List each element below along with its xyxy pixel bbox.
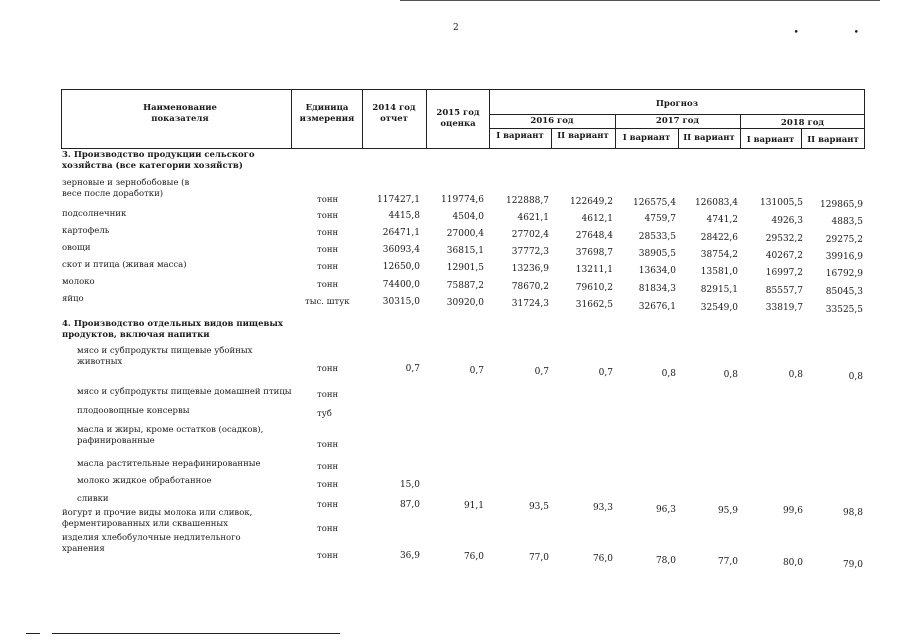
row-label: масла и жиры, кроме остатков (осадков), рафинированные [77,425,264,446]
header-2017: 2017 год [655,116,700,126]
cell-2014: 26471,1 [382,228,420,238]
cell-2018-v2: 79,0 [842,560,863,570]
row-unit: тыс. штук [305,297,350,307]
cell-2018-v1: 40267,2 [765,251,803,261]
row-label: картофель [62,226,110,236]
cell-2018-v2: 4883,5 [831,217,863,227]
header-unit: Единица измерения [299,103,355,124]
cell-2017-v2: 28422,6 [700,233,738,243]
cell-2015: 75887,2 [446,281,484,291]
cell-2018-v1: 4926,3 [771,216,803,226]
cell-2015: 27000,4 [446,229,484,239]
cell-2015: 4504,0 [452,212,484,222]
cell-2016-v1: 78670,2 [511,282,549,292]
cell-2014: 12650,0 [382,262,420,272]
cell-2018-v1: 0,8 [788,370,803,380]
cell-2018-v2: 39916,9 [825,252,863,262]
header-name: Наименование показателя [143,103,217,124]
row-unit: тонн [317,440,339,450]
cell-2018-v1: 99,6 [782,506,803,516]
cell-2018-v1: 16997,2 [765,268,803,278]
cell-2016-v2: 37698,7 [575,248,613,258]
header-2017-v2: II вариант [683,133,735,143]
row-label: масла растительные нерафинированные [77,459,261,469]
cell-2016-v1: 4621,1 [517,213,549,223]
section-4-title: 4. Производство отдельных видов пищевых продуктов, включая напитки [62,319,283,340]
cell-2014: 4415,8 [388,211,420,221]
cell-2018-v2: 98,8 [842,508,863,518]
scan-specks: • • [793,28,885,38]
cell-2014: 36093,4 [382,245,420,255]
row-label: молоко жидкое обработанное [77,476,212,486]
cell-2016-v2: 122649,2 [570,197,613,207]
header-2018-v2: II вариант [807,135,859,145]
row-unit: туб [317,409,332,419]
cell-2016-v2: 76,0 [592,554,613,564]
cell-2014: 30315,0 [382,297,420,307]
section-3-title: 3. Производство продукции сельского хозяйства (все категории хозяйств) [62,150,255,171]
cell-2018-v2: 16792,9 [825,269,863,279]
cell-2014: 0,7 [405,364,420,374]
cell-2016-v1: 13236,9 [511,264,549,274]
row-label: молоко [62,277,95,287]
header-2016: 2016 год [530,116,574,126]
cell-2016-v2: 79610,2 [575,283,613,293]
cell-2016-v1: 31724,3 [511,299,549,309]
row-unit: тонн [317,228,339,238]
cell-2015: 0,7 [469,366,484,376]
cell-2018-v2: 33525,5 [825,305,863,315]
cell-2017-v1: 96,3 [655,505,676,515]
cell-2015: 36815,1 [446,246,484,256]
cell-2015: 12901,5 [446,263,484,273]
cell-2016-v2: 0,7 [598,368,613,378]
header-2018-v1: I вариант [746,135,795,145]
cell-2017-v1: 28533,5 [638,232,676,242]
cell-2016-v1: 37772,3 [511,247,549,257]
cell-2018-v2: 85045,3 [825,287,863,297]
cell-2017-v2: 126083,4 [695,198,738,208]
row-label: овощи [62,243,91,253]
cell-2014: 117427,1 [377,195,420,205]
cell-2016-v1: 93,5 [528,502,549,512]
header-2014: 2014 год отчет [372,103,416,124]
cell-2017-v1: 81834,3 [638,284,676,294]
cell-2017-v1: 32676,1 [638,302,676,312]
cell-2015: 30920,0 [446,298,484,308]
cell-2017-v2: 77,0 [717,557,738,567]
cell-2018-v1: 85557,7 [765,286,803,296]
page-number: 2 [453,23,459,33]
cell-2014: 87,0 [399,500,420,510]
cell-2018-v1: 131005,5 [760,198,803,208]
cell-2016-v1: 0,7 [534,367,549,377]
row-label: мясо и субпродукты пищевые убойных животных [77,346,253,367]
cell-2017-v1: 126575,4 [633,198,676,208]
header-2018: 2018 год [780,118,825,128]
row-unit: тонн [317,524,339,534]
cell-2016-v2: 27648,4 [575,231,613,241]
cell-2016-v1: 122888,7 [506,196,549,206]
row-label: мясо и субпродукты пищевые домашней птицы [77,387,292,397]
cell-2017-v2: 0,8 [723,370,738,380]
footnote-line [52,633,340,634]
cell-2017-v2: 4741,2 [706,215,738,225]
row-unit: тонн [317,390,339,400]
row-unit: тонн [317,480,339,490]
cell-2018-v2: 0,8 [848,372,863,382]
row-label: сливки [77,494,109,504]
cell-2016-v2: 4612,1 [581,214,613,224]
row-unit: тонн [317,364,339,374]
cell-2018-v1: 29532,2 [765,234,803,244]
row-label: зерновые и зернобобовые (в весе после доработки) [62,178,190,199]
cell-2017-v1: 13634,0 [638,266,676,276]
cell-2016-v1: 77,0 [528,553,549,563]
row-unit: тонн [317,245,339,255]
header-2015: 2015 год оценка [436,108,480,129]
cell-2014: 36,9 [399,551,420,561]
cell-2016-v2: 31662,5 [575,300,613,310]
header-2016-v1: I вариант [496,131,544,141]
top-edge-line [400,0,880,1]
row-unit: тонн [317,262,339,272]
cell-2018-v2: 129865,9 [820,200,863,210]
row-unit: тонн [317,280,339,290]
row-unit: тонн [317,500,339,510]
cell-2017-v1: 0,8 [661,369,676,379]
cell-2018-v1: 33819,7 [765,303,803,313]
cell-2015: 119774,6 [441,195,484,205]
row-unit: тонн [317,211,339,221]
row-label: яйцо [62,294,84,304]
row-label: йогурт и прочие виды молока или сливок, ферментированных или сквашенных [62,508,253,529]
cell-2017-v1: 38905,5 [638,249,676,259]
footnote-dash [26,633,40,634]
cell-2015: 76,0 [463,552,484,562]
cell-2017-v2: 38754,2 [700,250,738,260]
cell-2017-v1: 4759,7 [644,214,676,224]
cell-2014: 74400,0 [382,280,420,290]
cell-2018-v1: 80,0 [782,558,803,568]
cell-2018-v2: 29275,2 [825,235,863,245]
cell-2016-v2: 93,3 [592,503,613,513]
row-unit: тонн [317,462,339,472]
row-label: подсолнечник [62,209,127,219]
cell-2016-v1: 27702,4 [511,230,549,240]
cell-2014: 15,0 [399,480,420,490]
header-2016-v2: II вариант [557,131,609,141]
cell-2017-v2: 82915,1 [700,285,738,295]
row-label: изделия хлебобулочные недлительного хранения [62,533,241,554]
cell-2017-v2: 95,9 [717,506,738,516]
cell-2015: 91,1 [463,501,484,511]
row-unit: тонн [317,195,339,205]
cell-2017-v1: 78,0 [655,556,676,566]
row-label: плодоовощные консервы [77,406,190,416]
header-2017-v1: I вариант [622,133,671,143]
row-label: скот и птица (живая масса) [62,260,187,270]
cell-2017-v2: 32549,0 [700,303,738,313]
cell-2016-v2: 13211,1 [575,265,613,275]
row-unit: тонн [317,551,339,561]
cell-2017-v2: 13581,0 [700,267,738,277]
header-forecast: Прогноз [655,99,699,109]
